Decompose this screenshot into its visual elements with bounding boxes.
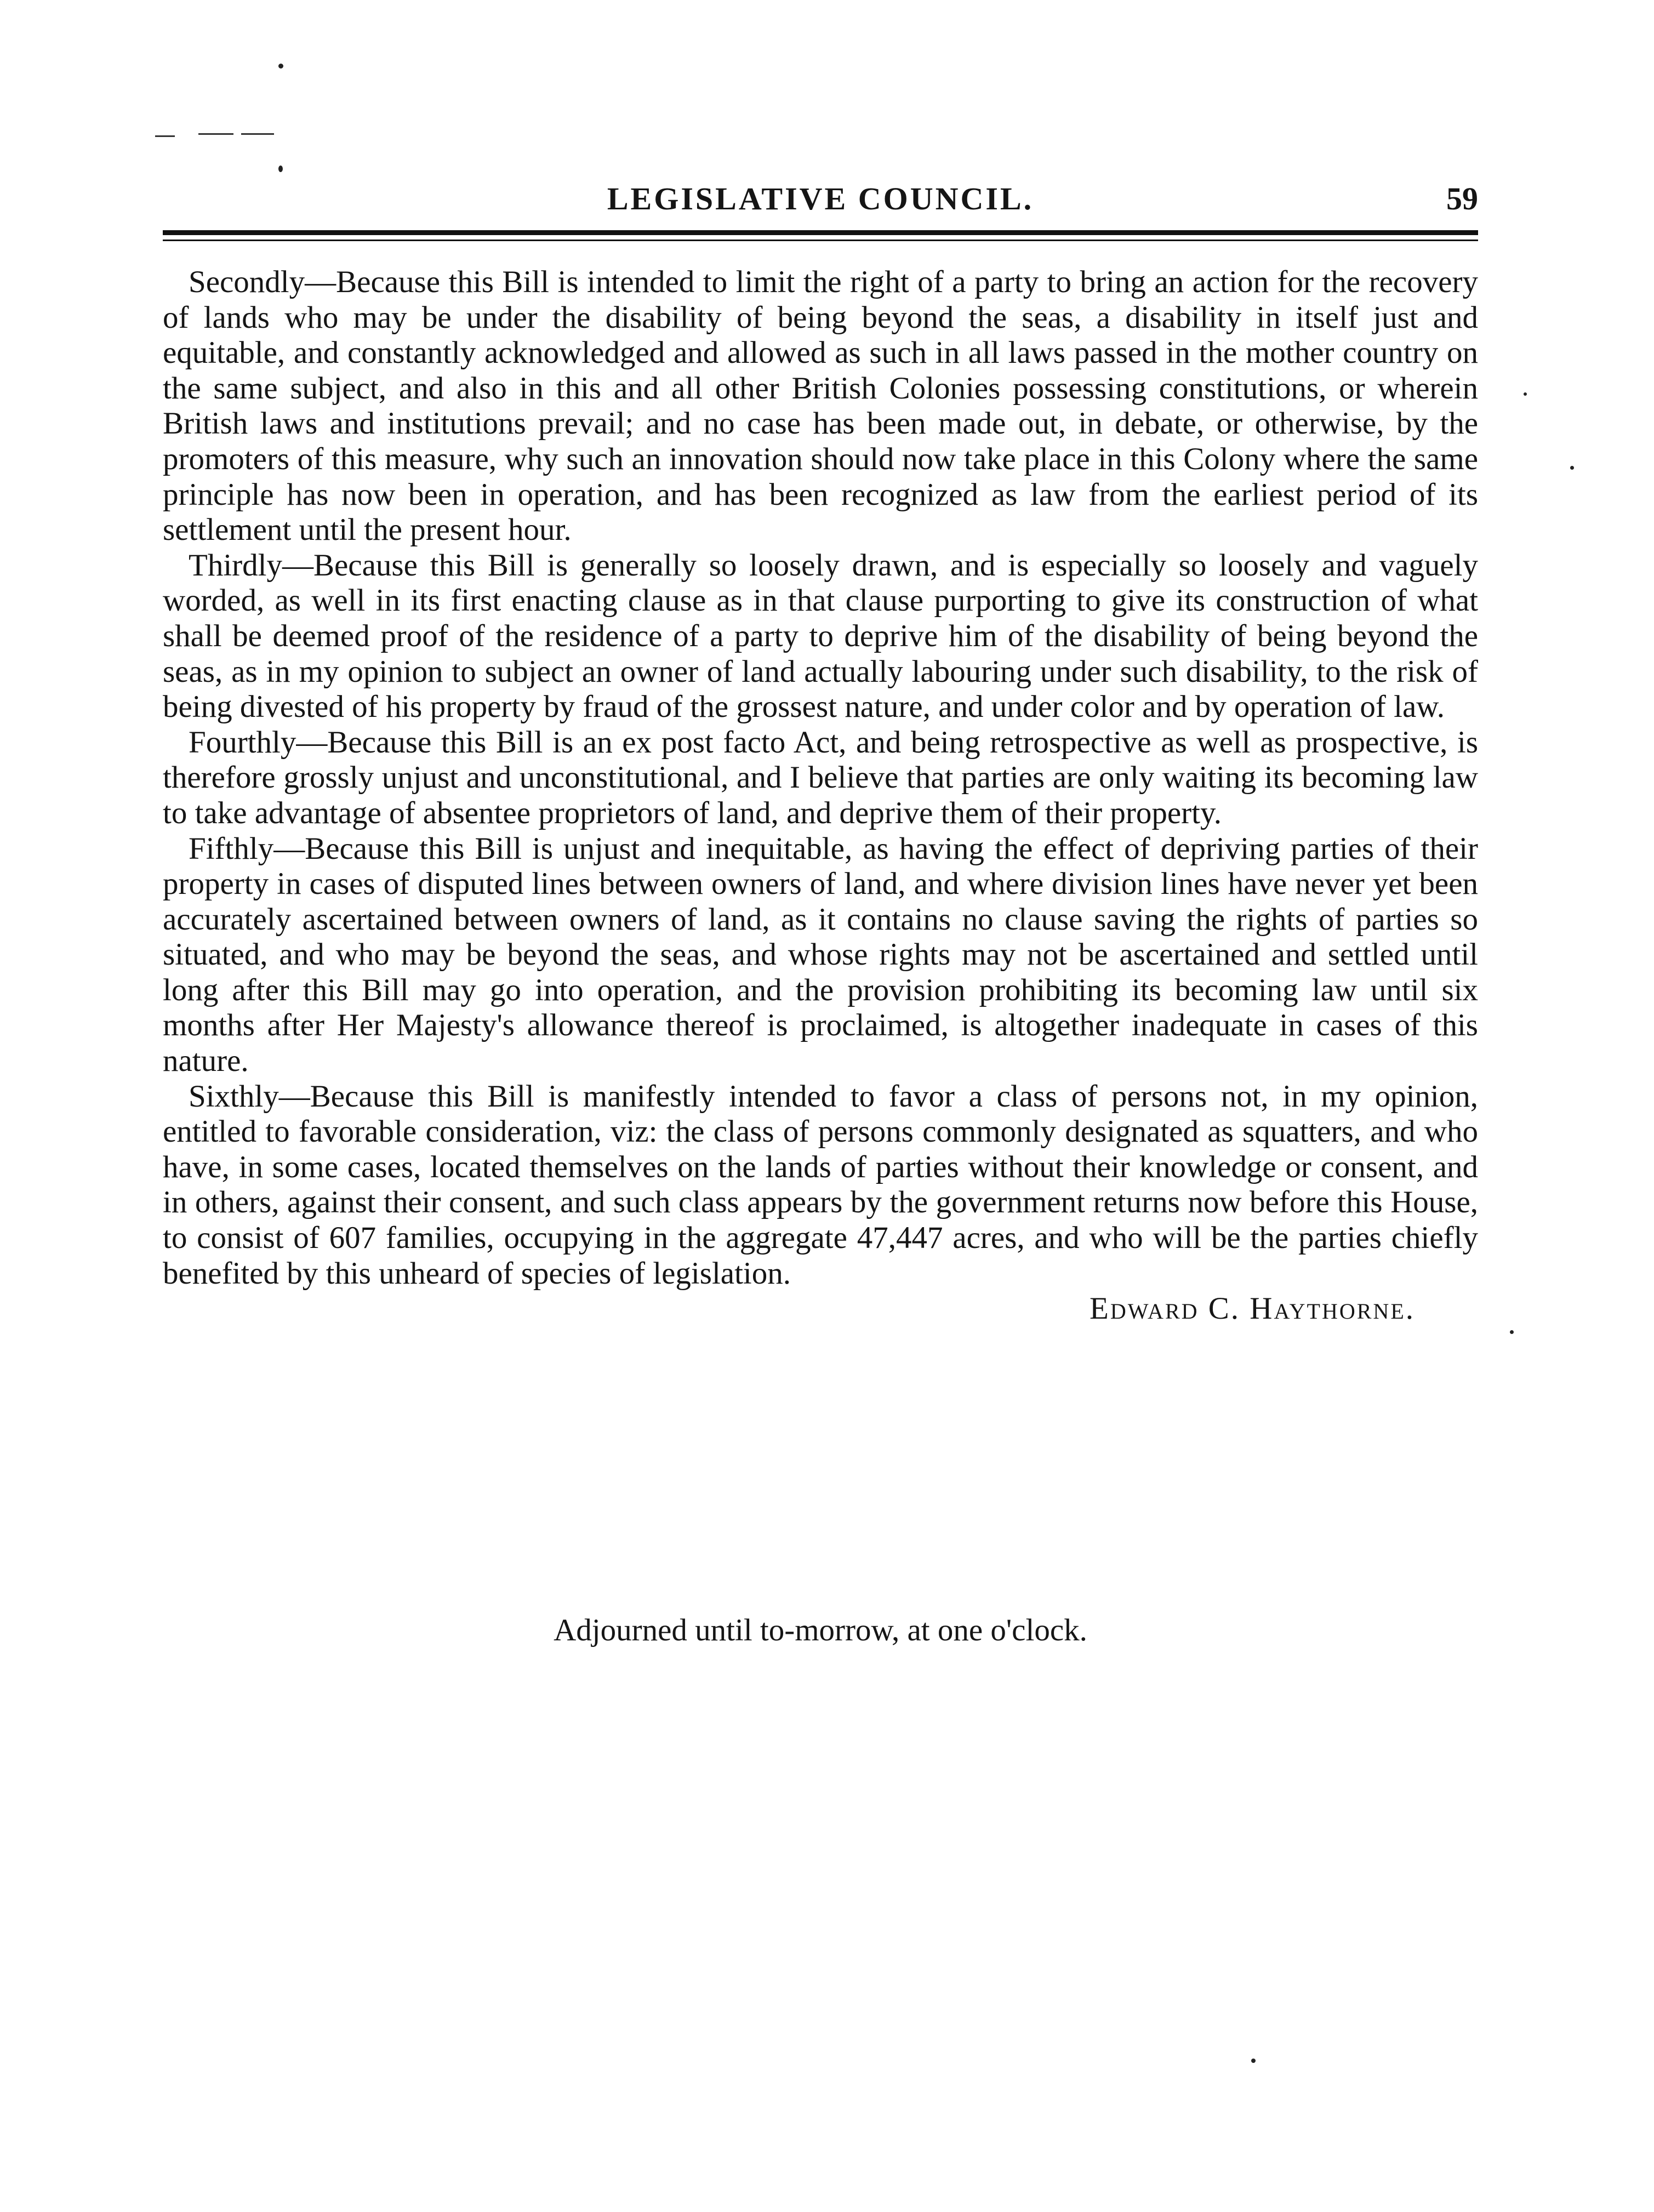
protest-text <box>163 265 1478 1327</box>
paragraph-thirdly: Thirdly—Because this Bill is generally so loosely drawn, and is especially so loosely and vaguely worded, as well in its first enacting clause as in that clause purporting to give its construction of what shall be deemed proof of the residence of a party to deprive him of the disability of being beyond the seas, as in my opinion to subject an owner of land actually labouring under such disability, to the risk of being divested of his property by fraud of the grossest nature, and under color and by operation of law. <box>163 548 1478 725</box>
margin-speck <box>278 64 283 69</box>
running-header <box>163 174 1478 224</box>
margin-dash-mark <box>155 135 175 137</box>
header-rule-thin <box>163 240 1478 241</box>
margin-dash-mark <box>198 133 233 135</box>
margin-speck <box>1524 392 1527 396</box>
paragraph-fourthly: Fourthly—Because this Bill is an ex post facto Act, and being retrospective as well as prospective, is therefore grossly unjust and unconstitutional, and I believe that parties are only waiting its becoming law to take advantage of absentee proprietors of land, and deprive them of their property. <box>163 725 1478 830</box>
header-rule-thick <box>163 230 1478 235</box>
signature: Edward C. Haythorne. <box>1090 1291 1415 1326</box>
page-number: 59 <box>1446 181 1478 216</box>
paragraph-secondly: Secondly—Because this Bill is intended to limit the right of a party to bring an action for the recovery of lands who may be under the disability of being beyond the seas, a disability in itself just and equitable, and constantly acknowledged and allowed as such in all laws passed in the mother country on the same subject, and also in this and all other British Colonies possessing constitutions, or wherein British laws and institutions prevail; and no case has been made out, in debate, or otherwise, by the promoters of this measure, why such an innovation should now take place in this Colony where the same principle has now been in operation, and has been recognized as law from the earliest period of its settlement until the present hour. <box>163 265 1478 548</box>
adjournment-notice: Adjourned until to-morrow, at one o'clock. <box>554 1613 1087 1647</box>
header-title: LEGISLATIVE COUNCIL. <box>607 181 1034 216</box>
margin-speck <box>1570 466 1574 470</box>
paragraph-sixthly: Sixthly—Because this Bill is manifestly intended to favor a class of persons not, in my opinion, entitled to favorable consideration, viz: the class of persons commonly designated as squatters, and who have, in some cases, located themselves on the lands of parties without their knowledge or consent, and in others, against their consent, and such class appears by the government returns now before this House, to consist of 607 families, occupying in the aggregate 47,447 acres, and who will be the parties chiefly benefited by this unheard of species of legislation. <box>163 1079 1478 1291</box>
paragraph-fifthly: Fifthly—Because this Bill is unjust and inequitable, as having the effect of depriving parties of their property in cases of disputed lines between owners of land, and where division lines have never yet been accurately ascertained between owners of land, as it contains no clause saving the rights of parties so situated, and who may be beyond the seas, and whose rights may not be ascertained and settled until long after this Bill may go into operation, and the provision prohibiting its becoming law until six months after Her Majesty's allowance thereof is proclaimed, is altogether inadequate in cases of this nature. <box>163 831 1478 1079</box>
margin-speck <box>278 166 283 172</box>
margin-speck <box>1251 2059 1256 2063</box>
margin-speck <box>1510 1330 1514 1334</box>
margin-dash-mark <box>241 133 274 135</box>
